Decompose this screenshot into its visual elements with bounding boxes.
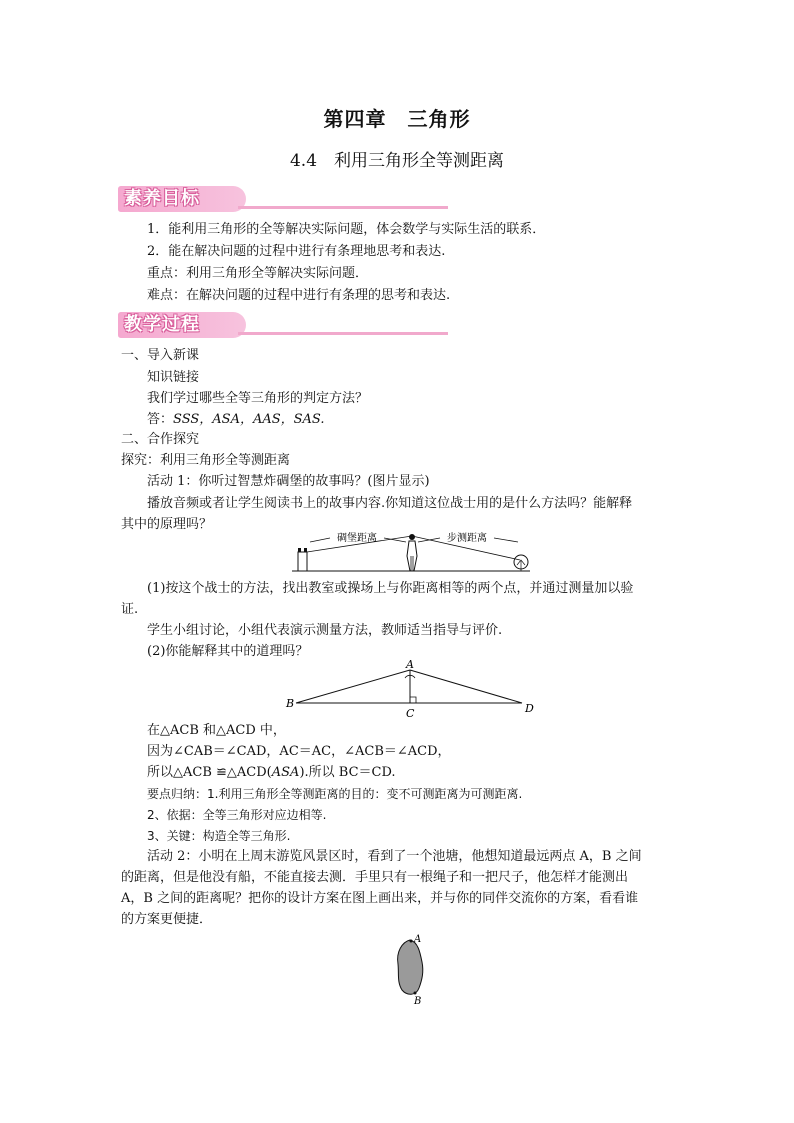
bush-icon — [514, 555, 528, 571]
bunker-distance-label: 碉堡距离 — [337, 533, 377, 544]
proof-line2: 因为∠CAB＝∠CAD，AC＝AC，∠ACB＝∠ACD， — [147, 744, 451, 759]
proof-line3-a: 所以△ACB ≌△ACD( — [147, 765, 272, 780]
soldier-figure — [290, 530, 532, 576]
pond-point-b: B — [414, 996, 422, 1006]
proof-line3-b: ).所以 BC＝CD. — [299, 765, 396, 780]
right-angle-mark — [410, 697, 416, 703]
difficulty-point: 难点：在解决问题的过程中进行有条理的思考和表达. — [147, 288, 451, 303]
section-title: 4.4 利用三角形全等测距离 — [289, 151, 505, 171]
summary-line3: 3、关键：构造全等三角形. — [147, 829, 291, 843]
chapter-title: 第四章 三角形 — [323, 107, 471, 131]
activity2-line3: A，B 之间的距离呢？把你的设计方案在图上画出来，并与你的同伴交流你的方案，看看谁 — [121, 891, 639, 906]
activity2-line4: 的方案更便捷． — [121, 912, 213, 927]
part2-heading: 二、合作探究 — [121, 432, 200, 447]
pond-point-a: A — [414, 934, 422, 945]
question1-line2: 证. — [121, 602, 139, 617]
key-point: 重点：利用三角形全等解决实际问题． — [147, 266, 369, 281]
segment-ab — [296, 670, 410, 703]
activity1-desc-line2: 其中的原理吗？ — [121, 517, 213, 532]
explore-heading: 探究：利用三角形全等测距离 — [121, 453, 291, 468]
activity1-desc-line1: 播放音频或者让学生阅读书上的故事内容.你知道这位战士用的是什么方法吗？能解释 — [147, 496, 633, 511]
process-banner — [118, 312, 448, 338]
activity2-line2: 的距离，但是他没有船，不能直接去测．手里只有一根绳子和一把尺子，他怎样才能测出 — [121, 870, 629, 885]
goals-banner-line — [238, 206, 448, 209]
answer-prefix: 答： — [147, 412, 174, 427]
knowledge-link: 知识链接 — [147, 370, 200, 385]
group-discussion: 学生小组讨论，小组代表演示测量方法，教师适当指导与评价. — [147, 623, 503, 638]
process-banner-label: 教学过程 — [124, 314, 200, 335]
summary-line2: 2、依据：全等三角形对应边相等. — [147, 808, 327, 822]
soldier-icon — [407, 534, 417, 571]
review-answer — [147, 410, 325, 430]
goal-item-1: 1．能利用三角形的全等解决实际问题，体会数学与实际生活的联系． — [147, 222, 546, 237]
goal-item-2: 2．能在解决问题的过程中进行有条理地思考和表达. — [147, 244, 446, 259]
question1-line1: (1)按这个战士的方法，找出教室或操场上与你距离相等的两个点，并通过测量加以验 — [147, 581, 634, 596]
pond-figure — [388, 930, 436, 1006]
question2: (2)你能解释其中的道理吗？ — [147, 644, 309, 659]
part1-heading: 一、导入新课 — [121, 348, 200, 363]
summary-line1: 要点归纳：1.利用三角形全等测距离的目的：变不可测距离为可测距离. — [147, 787, 523, 801]
bunker-icon — [298, 552, 307, 571]
review-question: 我们学过哪些全等三角形的判定方法？ — [147, 391, 369, 406]
point-d-label: D — [525, 702, 534, 715]
pace-distance-label: 步测距离 — [447, 533, 487, 544]
proof-line3-asa: ASA — [271, 765, 300, 780]
segment-ad — [410, 670, 522, 703]
proof-line1: 在△ACB 和△ACD 中， — [147, 723, 286, 738]
goals-banner — [118, 186, 448, 212]
proof-line3 — [147, 763, 396, 783]
goals-banner-label: 素养目标 — [124, 188, 200, 209]
triangle-figure — [282, 658, 542, 720]
point-b-label: B — [286, 697, 295, 710]
activity1-heading: 活动 1：你听过智慧炸碉堡的故事吗？(图片显示) — [147, 474, 430, 489]
point-c-label: C — [406, 707, 415, 720]
pond-shape — [398, 940, 423, 994]
activity2-line1: 活动 2：小明在上周末游览风景区时，看到了一个池塘，他想知道最远两点 A，B 之间 — [147, 849, 642, 864]
answer-methods: SSS，ASA，AAS，SAS. — [173, 412, 325, 427]
process-banner-line — [238, 332, 448, 335]
point-a-label: A — [406, 658, 414, 671]
